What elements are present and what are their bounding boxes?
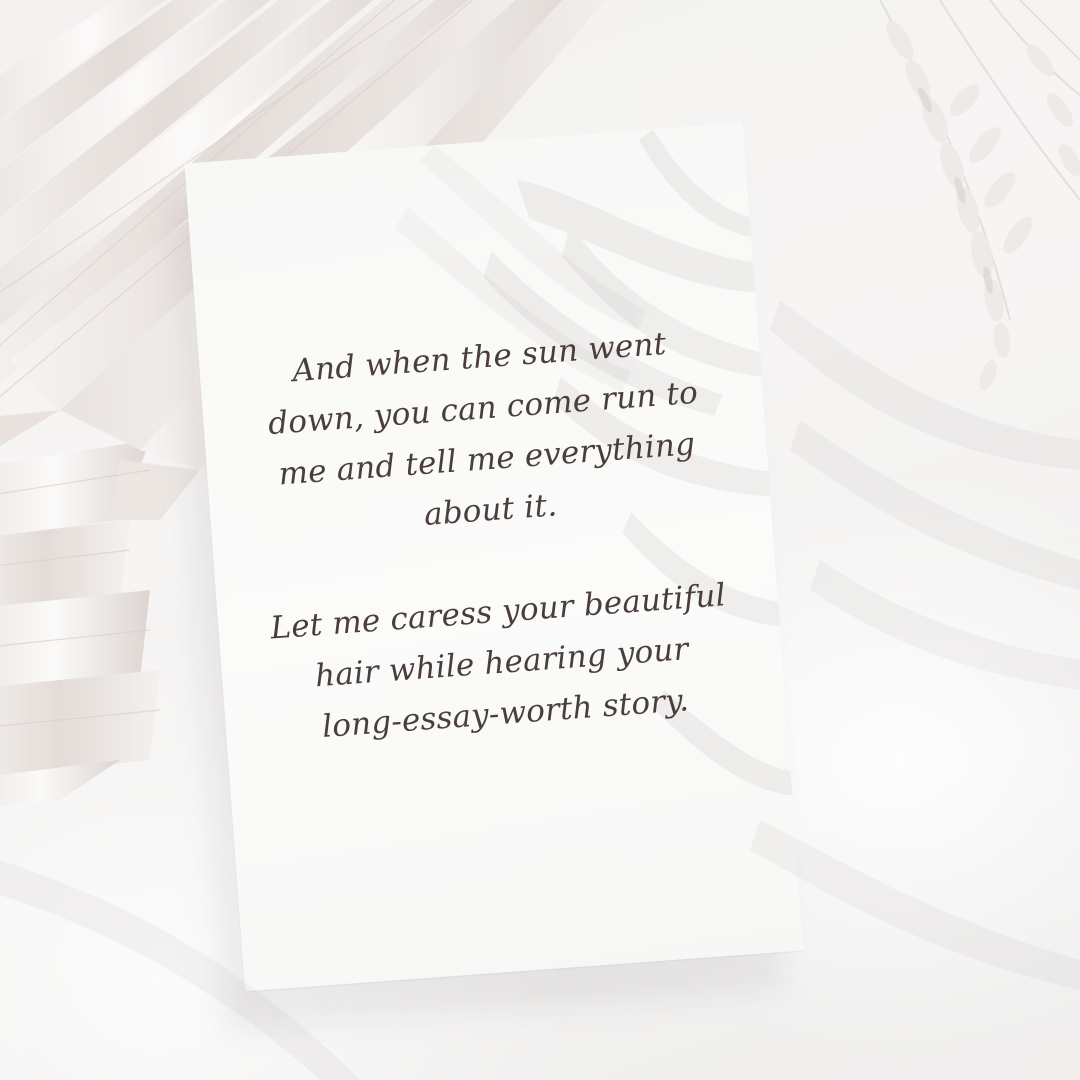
card-message [198,312,786,760]
message-paragraph-1: And when the sun went down, you can come run to me and tell me everything about it. [266,325,700,533]
message-paragraph-2: Let me caress your beautiful hair while hearing your long-essay-worth story. [269,577,727,745]
greeting-card [184,123,803,992]
